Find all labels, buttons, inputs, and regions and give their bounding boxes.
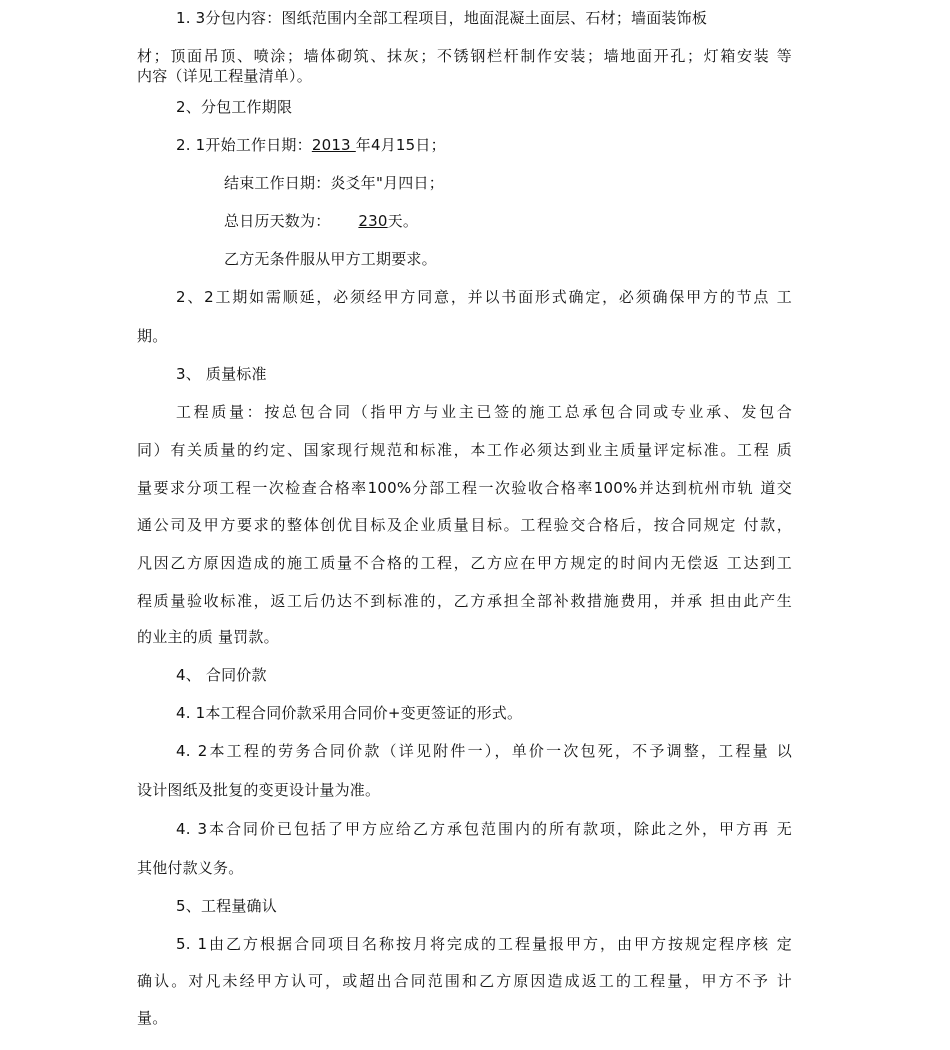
clause-4-2-cont: 设计图纸及批复的变更设计量为准。 <box>137 781 381 799</box>
clause-4-3: 4. 3本合同价已包括了甲方应给乙方承包范围内的所有款项，除此之外，甲方再 无 <box>176 820 792 838</box>
clause-2-2-extension-end: 期。 <box>137 327 168 345</box>
clause-1-3-scope-end: 内容（详见工程量清单）。 <box>137 67 312 85</box>
section-5-heading: 5、工程量确认 <box>176 897 277 915</box>
quality-para-line-6: 程质量验收标准，返工后仍达不到标准的，乙方承担全部补救措施费用，并承 担由此产生 <box>137 592 792 610</box>
total-days <box>224 211 418 231</box>
clause-1-3-scope-cont: 材；顶面吊顶、喷涂；墙体砌筑、抹灰；不锈钢栏杆制作安装；墙地面开孔；灯箱安装 等 <box>137 47 792 65</box>
clause-2-2-extension: 2、2工期如需顺延，必须经甲方同意，并以书面形式确定，必须确保甲方的节点 工 <box>176 288 792 306</box>
section-4-heading: 4、 合同价款 <box>176 666 267 684</box>
schedule-obligation: 乙方无条件服从甲方工期要求。 <box>224 250 437 268</box>
section-2-heading: 2、分包工作期限 <box>176 98 293 116</box>
quality-para-line-2: 同）有关质量的约定、国家现行规范和标准，本工作必须达到业主质量评定标准。工程 质 <box>137 441 792 459</box>
clause-2-1-start-date <box>176 135 446 155</box>
quality-para-line-5: 凡因乙方原因造成的施工质量不合格的工程，乙方应在甲方规定的时间内无偿返 工达到工 <box>137 554 792 572</box>
clause-1-3-scope: 1. 3分包内容：图纸范围内全部工程项目，地面混凝土面层、石材；墙面装饰板 <box>176 9 708 27</box>
quality-para-line-4: 通公司及甲方要求的整体创优目标及企业质量目标。工程验交合格后，按合同规定 付款， <box>137 516 792 534</box>
total-days-label: 总日历天数为： <box>224 212 331 230</box>
clause-4-1: 4. 1本工程合同价款采用合同价+变更签证的形式。 <box>176 704 523 722</box>
clause-4-2: 4. 2本工程的劳务合同价款（详见附件一），单价一次包死，不予调整，工程量 以 <box>176 742 792 760</box>
start-date-year: 2013 <box>311 136 356 154</box>
start-date-rest: 年4月15日； <box>355 136 446 154</box>
quality-para-line-3: 量要求分项工程一次检查合格率100%分部工程一次验收合格率100%并达到杭州市轨 道交 <box>137 479 792 497</box>
clause-4-3-cont: 其他付款义务。 <box>137 859 244 877</box>
quality-para-line-1: 工程质量：按总包合同（指甲方与业主已签的施工总承包合同或专业承、发包合 <box>176 403 792 421</box>
total-days-unit: 天。 <box>387 212 419 230</box>
quality-para-line-7: 的业主的质 量罚款。 <box>137 628 279 646</box>
clause-5-1-cont: 确认。对凡未经甲方认可，或超出合同范围和乙方原因造成返工的工程量，甲方不予 计 <box>137 972 792 990</box>
start-date-label: 2. 1开始工作日期： <box>176 136 312 154</box>
total-days-value: 230 <box>358 212 388 230</box>
clause-5-1: 5. 1由乙方根据合同项目名称按月将完成的工程量报甲方，由甲方按规定程序核 定 <box>176 935 792 953</box>
clause-5-1-end: 量。 <box>137 1009 168 1027</box>
section-3-heading: 3、 质量标准 <box>176 365 267 383</box>
end-date: 结束工作日期：炎爻年"月四日； <box>224 174 444 192</box>
